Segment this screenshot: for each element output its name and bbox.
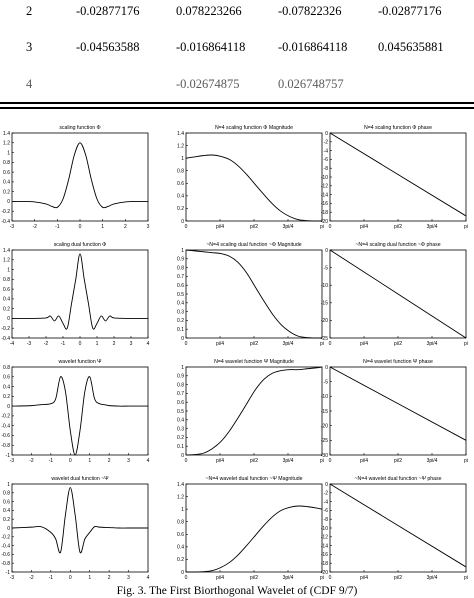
y-tick-label: -10 (320, 174, 328, 181)
y-tick-label: 0 (7, 525, 10, 532)
y-tick-label: -5 (323, 379, 328, 386)
subplot (321, 242, 468, 347)
x-tick-label: 3 (146, 224, 150, 230)
x-tick-label: -2 (32, 224, 37, 230)
subplot (1, 476, 149, 581)
y-tick-label: 0.4 (177, 193, 184, 200)
x-tick-label: 0 (184, 458, 188, 464)
x-tick-label: 3pi/4 (282, 575, 294, 581)
y-tick-label: -0.8 (1, 561, 10, 567)
plot-title: N=4 scaling function Φ Magnitude (214, 125, 294, 131)
y-tick-label: -14 (320, 543, 328, 550)
y-tick-label: -5 (323, 265, 328, 272)
x-tick-label: 1 (88, 458, 92, 464)
table-cell: 0.026748757 (278, 77, 344, 91)
x-tick-label: -3 (9, 575, 15, 581)
y-tick-label: 1.2 (3, 257, 10, 264)
y-tick-label: 0 (325, 364, 328, 371)
y-tick-label: 0.2 (3, 189, 10, 196)
y-tick-label: 0.6 (177, 181, 184, 188)
y-tick-label: -0.8 (1, 443, 10, 450)
x-tick-label: 0 (328, 575, 332, 581)
y-tick-label: 0.9 (177, 373, 184, 380)
x-tick-label: 3pi/4 (282, 458, 294, 464)
figure-caption: Fig. 3. The First Biorthogonal Wavelet of (CDF 9/7) (116, 585, 358, 597)
y-tick-label: 0.4 (3, 179, 10, 186)
y-tick-label: 0 (7, 316, 10, 323)
table-row (0, 4, 474, 24)
y-tick-label: 0.6 (177, 283, 184, 289)
plot-frame (12, 250, 148, 338)
subplot (177, 476, 324, 581)
x-tick-label: 0 (328, 341, 332, 347)
table-cell: -0.02877176 (378, 4, 442, 18)
y-tick-label: 1.4 (177, 130, 184, 137)
y-tick-label: 0 (325, 247, 328, 254)
y-tick-label: 0.4 (3, 508, 10, 515)
table-row (0, 77, 474, 97)
series-line (12, 254, 148, 329)
x-tick-label: pi (464, 224, 468, 230)
x-tick-label: -3 (9, 458, 15, 464)
y-tick-label: 0.2 (177, 206, 184, 213)
y-tick-label: 0.7 (177, 274, 184, 281)
plot-title: N=4 wavelet function Ψ phase (363, 359, 433, 365)
y-tick-label: -18 (320, 561, 328, 567)
table-cell: -0.07822326 (278, 4, 342, 18)
subplot (177, 242, 324, 347)
y-tick-label: -20 (320, 218, 328, 225)
table-cell: 0.078223266 (176, 4, 242, 18)
y-tick-label: 0.2 (177, 557, 184, 564)
x-tick-label: -4 (9, 341, 15, 347)
subplot (177, 125, 324, 230)
y-tick-label: -0.6 (1, 433, 10, 440)
y-tick-label: 1 (181, 155, 184, 162)
table-bottom-rule (0, 102, 474, 104)
plot-frame (186, 133, 322, 221)
x-tick-label: pi/4 (359, 341, 369, 347)
plot-title: N=4 scaling function Φ phase (363, 125, 433, 131)
y-tick-label: 0 (7, 199, 10, 206)
plot-title: ~N=4 wavelet dual function ~Ψ Magnitude (205, 476, 303, 482)
x-tick-label: pi/2 (393, 458, 403, 464)
y-tick-label: -30 (320, 452, 328, 459)
x-tick-label: -2 (43, 341, 49, 347)
y-tick-label: 1 (7, 481, 10, 488)
y-tick-label: 0 (181, 452, 184, 459)
y-tick-label: 0.1 (177, 444, 184, 450)
x-tick-label: 2 (107, 458, 111, 464)
y-tick-label: -0.2 (1, 413, 10, 420)
y-tick-label: -16 (320, 201, 328, 208)
x-tick-label: -1 (48, 458, 54, 464)
x-tick-label: 0 (328, 224, 332, 230)
y-tick-label: -0.2 (1, 534, 10, 541)
x-tick-label: pi/2 (393, 224, 403, 230)
plot-frame (12, 367, 148, 455)
y-tick-label: 0 (325, 481, 328, 488)
x-tick-label: pi/4 (215, 458, 225, 464)
y-tick-label: -8 (323, 517, 328, 523)
x-tick-label: pi/2 (249, 458, 259, 464)
y-tick-label: -2 (323, 139, 328, 146)
x-tick-label: pi (464, 341, 468, 347)
plot-title: wavelet function Ψ (58, 359, 102, 365)
y-tick-label: 0.7 (177, 391, 184, 398)
subplot (321, 359, 468, 464)
y-tick-label: 0.4 (3, 296, 10, 303)
y-tick-label: -25 (320, 335, 328, 342)
x-tick-label: 1 (88, 575, 92, 581)
y-tick-label: -15 (320, 408, 328, 415)
y-tick-label: -0.2 (1, 209, 10, 216)
x-tick-label: 2 (107, 575, 111, 581)
x-tick-label: -1 (48, 575, 54, 581)
y-tick-label: 0.6 (3, 169, 10, 176)
x-tick-label: pi/4 (215, 224, 225, 230)
y-tick-label: -1 (5, 569, 10, 576)
y-tick-label: -2 (323, 490, 328, 497)
x-tick-label: 4 (146, 458, 150, 464)
y-tick-label: -1 (5, 452, 10, 459)
x-tick-label: pi (320, 575, 324, 581)
y-tick-label: 0.2 (177, 435, 184, 442)
y-tick-label: 0.2 (3, 517, 10, 523)
y-tick-label: 1.4 (3, 247, 10, 254)
y-tick-label: 1.2 (177, 143, 184, 150)
y-tick-label: -0.4 (1, 543, 10, 550)
x-tick-label: 4 (146, 341, 150, 347)
table-cell: -0.02877176 (76, 4, 140, 18)
y-tick-label: 0.4 (177, 544, 184, 551)
y-tick-label: -4 (323, 148, 328, 155)
x-tick-label: -3 (9, 224, 15, 230)
x-tick-label: -1 (55, 224, 60, 230)
x-tick-label: pi/2 (249, 224, 259, 230)
y-tick-label: 0.4 (177, 417, 184, 424)
y-tick-label: 0.4 (177, 300, 184, 307)
x-tick-label: pi/2 (249, 341, 259, 347)
plot-title: scaling dual function Φ (53, 242, 107, 248)
x-tick-label: pi (320, 341, 324, 347)
plot-title: ~N=4 scaling dual function ~Φ Magnitude (206, 242, 302, 248)
y-tick-label: -20 (320, 569, 328, 576)
x-tick-label: -3 (26, 341, 32, 347)
subplot (177, 359, 324, 464)
x-tick-label: pi/2 (249, 575, 259, 581)
y-tick-label: 0.8 (177, 382, 184, 389)
x-tick-label: pi (464, 575, 468, 581)
x-tick-label: pi/4 (215, 341, 225, 347)
y-tick-label: 0.8 (3, 277, 10, 284)
x-tick-label: 3pi/4 (282, 224, 294, 230)
x-tick-label: 2 (112, 341, 116, 347)
row-index: 3 (26, 40, 33, 54)
y-tick-label: 0 (325, 130, 328, 137)
y-tick-label: 1.4 (177, 481, 184, 488)
table-row (0, 40, 474, 60)
y-tick-label: -0.6 (1, 552, 10, 559)
x-tick-label: 0 (184, 575, 188, 581)
y-tick-label: 0.8 (177, 265, 184, 272)
x-tick-label: 0 (328, 458, 332, 464)
x-tick-label: 3pi/4 (426, 575, 438, 581)
x-tick-label: 3pi/4 (426, 341, 438, 347)
y-tick-label: 0.2 (3, 394, 10, 401)
x-tick-label: pi (464, 458, 468, 464)
subplot (1, 359, 149, 464)
y-tick-label: 1.2 (177, 494, 184, 501)
x-tick-label: 3pi/4 (426, 224, 438, 230)
series-line (330, 250, 466, 338)
x-tick-label: pi (320, 224, 324, 230)
y-tick-label: 1.4 (3, 130, 10, 137)
y-tick-label: -14 (320, 192, 328, 199)
y-tick-label: 0.6 (3, 374, 10, 381)
y-tick-label: 1 (7, 267, 10, 274)
y-tick-label: 0.5 (177, 291, 184, 298)
y-tick-label: 0.9 (177, 256, 184, 263)
plot-title: ~N=4 wavelet dual function ~Ψ phase (354, 476, 442, 482)
y-tick-label: 0.6 (177, 532, 184, 539)
x-tick-label: 3 (127, 575, 130, 581)
table-cell: -0.016864118 (278, 40, 348, 54)
plot-frame (330, 133, 466, 221)
x-tick-label: 4 (146, 575, 150, 581)
x-tick-label: 0 (184, 341, 188, 347)
y-tick-label: -18 (320, 210, 328, 216)
plot-frame (330, 367, 466, 455)
y-tick-label: -8 (323, 166, 328, 172)
plot-frame (186, 484, 322, 572)
series-line (186, 367, 322, 455)
y-tick-label: 0 (7, 403, 10, 410)
series-line (186, 506, 322, 572)
subplot (1, 242, 149, 347)
y-tick-label: -0.4 (1, 218, 10, 225)
plot-frame (12, 133, 148, 221)
y-tick-label: -25 (320, 438, 328, 445)
x-tick-label: 0 (184, 224, 188, 230)
y-tick-label: -10 (320, 283, 328, 289)
x-tick-label: -2 (29, 458, 34, 464)
y-tick-label: 0.6 (3, 286, 10, 293)
series-line (12, 488, 148, 553)
x-tick-label: 0 (78, 341, 82, 347)
plot-title: wavelet dual function ~Ψ (51, 476, 109, 482)
y-tick-label: -15 (320, 300, 328, 307)
x-tick-label: pi (320, 458, 324, 464)
y-tick-label: 0.6 (177, 400, 184, 406)
row-index: 4 (26, 77, 33, 91)
y-tick-label: 1 (7, 150, 10, 157)
y-tick-label: 0.8 (177, 168, 184, 175)
plot-frame (186, 250, 322, 338)
y-tick-label: 0.8 (3, 160, 10, 167)
y-tick-label: 0.2 (3, 306, 10, 313)
wavelet-figure-grid (0, 112, 474, 584)
x-tick-label: pi/2 (393, 575, 403, 581)
y-tick-label: -10 (320, 394, 328, 401)
x-tick-label: -2 (29, 575, 34, 581)
y-tick-label: 0.8 (177, 519, 184, 526)
x-tick-label: -1 (60, 341, 66, 347)
series-line (12, 377, 148, 455)
x-tick-label: 3pi/4 (426, 458, 438, 464)
y-tick-label: -12 (320, 183, 328, 190)
y-tick-label: 0.3 (177, 309, 184, 316)
y-tick-label: -20 (320, 423, 328, 430)
y-tick-label: -4 (323, 499, 328, 506)
x-tick-label: pi/4 (359, 224, 369, 230)
y-tick-label: 0.5 (177, 408, 184, 415)
x-tick-label: 3 (129, 341, 133, 347)
x-tick-label: 2 (123, 224, 127, 230)
y-tick-label: 1 (181, 364, 184, 371)
subplot (321, 125, 468, 230)
plot-title: scaling function Φ (59, 125, 101, 131)
plot-title: N=4 wavelet function Ψ Magnitude (214, 359, 294, 365)
subplot (1, 125, 149, 230)
table-cell: -0.02674875 (176, 77, 240, 91)
y-tick-label: -0.2 (1, 326, 10, 333)
series-line (12, 143, 148, 208)
y-tick-label: 0.2 (177, 318, 184, 325)
y-tick-label: 0.6 (3, 499, 10, 506)
x-tick-label: 1 (101, 224, 105, 230)
series-line (330, 133, 466, 216)
y-tick-label: 0 (181, 218, 184, 225)
y-tick-label: -12 (320, 534, 328, 541)
x-tick-label: pi/4 (359, 458, 369, 464)
x-tick-label: pi/2 (393, 341, 403, 347)
y-tick-label: -20 (320, 318, 328, 325)
subplot (321, 476, 468, 581)
series-line (186, 155, 322, 221)
y-tick-label: -6 (323, 508, 328, 515)
y-tick-label: -16 (320, 552, 328, 559)
series-line (186, 250, 322, 338)
series-line (330, 367, 466, 440)
y-tick-label: 0.3 (177, 426, 184, 433)
series-line (330, 484, 466, 567)
row-index: 2 (26, 4, 33, 18)
y-tick-label: 0 (181, 569, 184, 576)
table-cell: 0.045635881 (378, 40, 444, 54)
plot-title: ~N=4 scaling dual function ~Φ phase (355, 242, 441, 248)
y-tick-label: -6 (323, 157, 328, 164)
x-tick-label: 3 (127, 458, 130, 464)
x-tick-label: 0 (68, 458, 72, 464)
coefficient-table (0, 0, 474, 112)
y-tick-label: 0.1 (177, 327, 184, 333)
y-tick-label: 0 (181, 335, 184, 342)
y-tick-label: 1 (181, 247, 184, 254)
table-bottom-rule (0, 107, 474, 109)
x-tick-label: 3pi/4 (282, 341, 294, 347)
y-tick-label: -10 (320, 525, 328, 532)
x-tick-label: pi/4 (359, 575, 369, 581)
y-tick-label: -0.4 (1, 423, 10, 430)
y-tick-label: 1 (181, 506, 184, 513)
plot-frame (186, 367, 322, 455)
y-tick-label: -0.4 (1, 335, 10, 342)
plot-frame (330, 484, 466, 572)
y-tick-label: 0.4 (3, 384, 10, 391)
x-tick-label: 0 (78, 224, 82, 230)
x-tick-label: 0 (68, 575, 72, 581)
y-tick-label: 0.8 (3, 364, 10, 371)
x-tick-label: pi/4 (215, 575, 225, 581)
table-cell: -0.016864118 (176, 40, 246, 54)
table-cell: -0.04563588 (76, 40, 140, 54)
x-tick-label: 1 (95, 341, 99, 347)
y-tick-label: 1.2 (3, 140, 10, 147)
y-tick-label: 0.8 (3, 490, 10, 497)
